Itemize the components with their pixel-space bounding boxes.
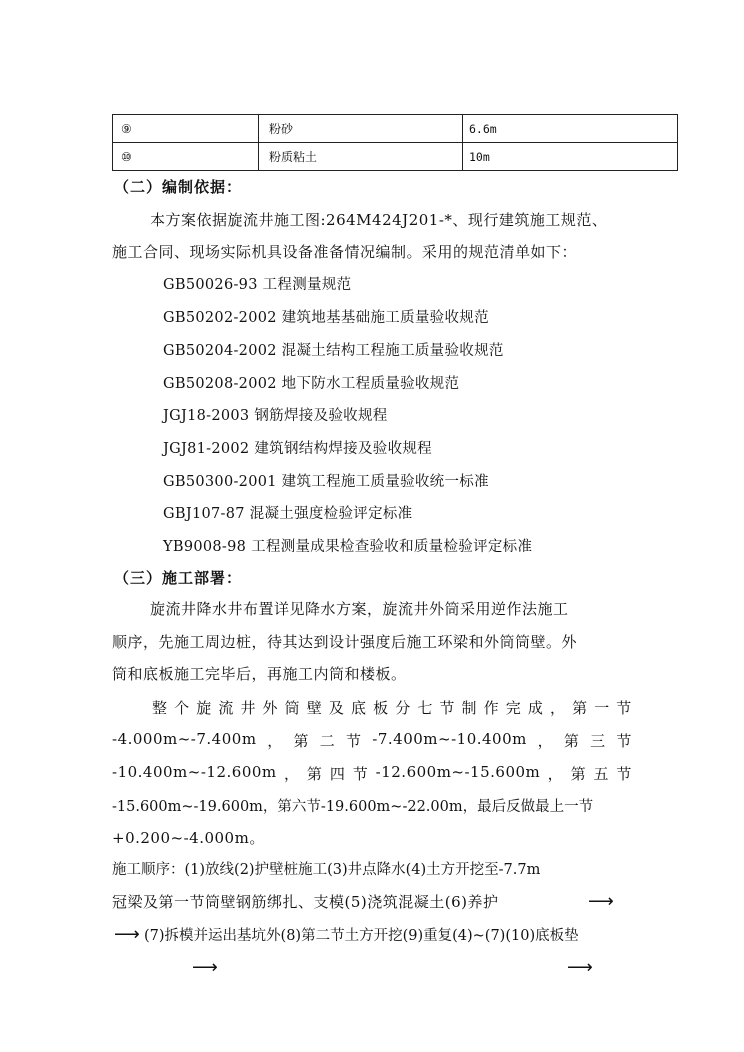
- layer-depth: 6.6m: [463, 115, 678, 143]
- deployment-paragraph-line: 筒和底板施工完毕后，再施工内筒和楼板。: [112, 665, 407, 683]
- arrow-right-icon: ⟶: [114, 924, 140, 945]
- arrow-right-icon: ⟶: [567, 957, 593, 978]
- arrow-right-icon: ⟶: [192, 957, 218, 978]
- construction-order-line: (7)拆模并运出基坑外(8)第二节土方开挖(9)重复(4)~(7)(10)底板垫: [144, 928, 579, 944]
- section-heading-deployment: （三）施工部署：: [114, 569, 243, 587]
- section-heading-basis: （二）编制依据：: [114, 178, 243, 196]
- layer-number: ⑨: [113, 115, 259, 143]
- basis-paragraph-line: 施工合同、现场实际机具设备准备情况编制。采用的规范清单如下：: [112, 243, 578, 261]
- sections-paragraph-line: -15.600m~-19.600m，第六节-19.600m~-22.00m，最后反做最上一节: [112, 799, 594, 815]
- standard-item: GB50208-2002 地下防水工程质量验收规范: [163, 376, 460, 392]
- soil-type: 粉砂: [259, 115, 463, 143]
- construction-order-line: 施工顺序：(1)放线(2)护壁桩施工(3)井点降水(4)土方开挖至-7.7m: [112, 862, 541, 878]
- sections-paragraph-line: -4.000m~-7.400m ， 第 二 节 -7.400m~-10.400m ， 第 三 节: [112, 730, 632, 750]
- deployment-paragraph-line: 顺序，先施工周边桩，待其达到设计强度后施工环梁和外筒筒壁。外: [112, 633, 578, 651]
- standard-item: GB50300-2001 建筑工程施工质量验收统一标准: [163, 474, 489, 490]
- layer-depth: 10m: [463, 143, 678, 171]
- standard-item: JGJ81-2002 建筑钢结构焊接及验收规程: [163, 441, 432, 457]
- table-row: [113, 115, 678, 143]
- standard-item: GB50026-93 工程测量规范: [163, 277, 352, 293]
- arrow-right-icon: ⟶: [588, 891, 614, 912]
- sections-paragraph-line: +0.200~-4.000m。: [112, 829, 265, 847]
- standard-item: GB50202-2002 建筑地基基础施工质量验收规范: [163, 310, 489, 326]
- basis-paragraph-line: 本方案依据旋流井施工图:264M424J201-*、现行建筑施工规范、: [150, 211, 608, 229]
- soil-type: 粉质粘土: [259, 143, 463, 171]
- layer-number: ⑩: [113, 143, 259, 171]
- sections-paragraph-line: -10.400m~-12.600m ， 第 四 节 -12.600m~-15.600m ， 第 五 节: [112, 763, 632, 783]
- soil-layer-table: [112, 114, 678, 171]
- table-row: [113, 143, 678, 171]
- standard-item: GBJ107-87 混凝土强度检验评定标准: [163, 506, 413, 522]
- standard-item: GB50204-2002 混凝土结构工程施工质量验收规范: [163, 343, 504, 359]
- standard-item: YB9008-98 工程测量成果检查验收和质量检验评定标准: [163, 539, 533, 555]
- deployment-paragraph-line: 旋流井降水井布置详见降水方案，旋流井外筒采用逆作法施工: [150, 600, 569, 618]
- standard-item: JGJ18-2003 钢筋焊接及验收规程: [163, 408, 388, 424]
- sections-paragraph-line: 整 个 旋 流 井 外 筒 壁 及 底 板 分 七 节 制 作 完 成 ， 第 一 节: [152, 699, 632, 717]
- construction-order-line: 冠梁及第一节筒壁钢筋绑扎、支模(5)浇筑混凝土(6)养护: [112, 893, 499, 911]
